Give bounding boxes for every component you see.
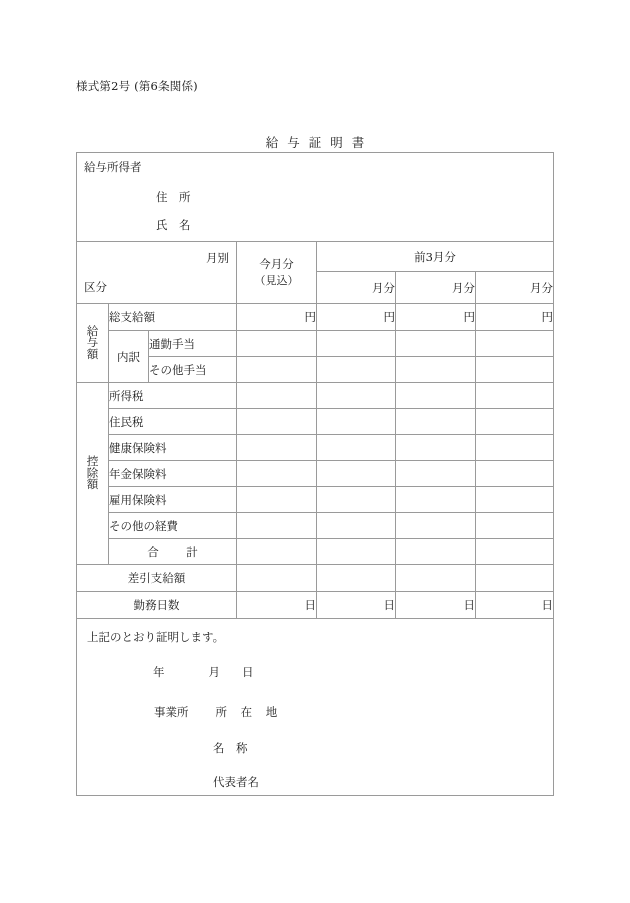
deduction-group-label-char-3: 額 [86,477,99,492]
cell-resident-tax-current[interactable] [237,409,317,435]
cell-commuting-m1[interactable] [317,331,396,357]
cell-pension-insurance-m3[interactable] [476,461,554,487]
cell-work-days-current[interactable]: 日 [237,592,317,619]
cell-health-insurance-current[interactable] [237,435,317,461]
cell-resident-tax-m2[interactable] [396,409,476,435]
table-row [77,461,554,487]
row-label-deduction-total [109,539,237,565]
current-month-note: （見込） [254,273,299,287]
cell-commuting-m2[interactable] [396,331,476,357]
representative-label: 代表者名 [213,775,259,789]
cell-employment-insurance-m1[interactable] [317,487,396,513]
cell-other-expenses-m1[interactable] [317,513,396,539]
current-month-header [237,242,317,304]
office-address-line [154,704,282,720]
table-row [77,513,554,539]
cell-net-pay-m1[interactable] [317,565,396,592]
page-title-text: 給与証明書 [265,135,374,150]
payee-heading: 給与所得者 [84,160,142,174]
salary-group-label [77,304,109,383]
row-label-resident-tax: 住民税 [109,409,237,435]
cell-employment-insurance-m3[interactable] [476,487,554,513]
payee-name-label: 氏 名 [156,218,191,232]
table-row [77,331,554,357]
cell-deduction-total-current[interactable] [237,539,317,565]
cell-income-tax-current[interactable] [237,383,317,409]
cell-other-allowance-m2[interactable] [396,357,476,383]
current-month-label: 今月分 [259,257,294,272]
row-label-employment-insurance: 雇用保険料 [109,487,237,513]
cell-work-days-m3[interactable]: 日 [476,592,554,619]
payee-block [77,153,554,242]
table-row [77,487,554,513]
getsubetsu-label: 月別 [206,251,229,265]
column-header-row [77,242,554,272]
cell-deduction-total-m3[interactable] [476,539,554,565]
cell-health-insurance-m3[interactable] [476,435,554,461]
cell-pension-insurance-m1[interactable] [317,461,396,487]
row-label-net-pay: 差引支給額 [77,565,237,592]
certification-date-line [131,664,254,680]
row-label-health-insurance: 健康保険料 [109,435,237,461]
office-address-label: 所 在 地 [215,705,283,719]
cell-gross-pay-m1[interactable]: 円 [317,304,396,331]
kubun-header-cell [77,242,237,304]
certification-row [77,619,554,796]
cell-income-tax-m1[interactable] [317,383,396,409]
date-year-label: 年 [153,665,187,679]
table-row [77,357,554,383]
breakdown-label: 内訳 [109,331,149,383]
date-day-label: 日 [242,665,254,679]
cell-employment-insurance-current[interactable] [237,487,317,513]
table-row [77,435,554,461]
cell-commuting-current[interactable] [237,331,317,357]
payee-row [77,153,554,242]
cell-work-days-m2[interactable]: 日 [396,592,476,619]
cell-deduction-total-m1[interactable] [317,539,396,565]
payee-name-row [156,217,191,233]
deduction-total-text: 合 計 [147,544,206,559]
cell-net-pay-m3[interactable] [476,565,554,592]
cell-pension-insurance-current[interactable] [237,461,317,487]
office-name-line [213,740,248,756]
cell-health-insurance-m1[interactable] [317,435,396,461]
cell-resident-tax-m1[interactable] [317,409,396,435]
cell-gross-pay-current[interactable]: 円 [237,304,317,331]
row-label-gross-pay: 総支給額 [109,304,237,331]
cell-pension-insurance-m2[interactable] [396,461,476,487]
payee-address-label: 住 所 [156,190,191,204]
table-row [77,409,554,435]
deduction-group-label-char-1: 控 [86,454,99,469]
month-col-3-header: 月分 [476,272,554,304]
cell-other-allowance-m3[interactable] [476,357,554,383]
table-row [77,383,554,409]
row-label-other-allowance: その他手当 [149,357,237,383]
cell-gross-pay-m3[interactable]: 円 [476,304,554,331]
cell-employment-insurance-m2[interactable] [396,487,476,513]
table-row [77,565,554,592]
cell-deduction-total-m2[interactable] [396,539,476,565]
date-month-label: 月 [208,665,242,679]
cell-other-expenses-m2[interactable] [396,513,476,539]
cell-gross-pay-m2[interactable]: 円 [396,304,476,331]
representative-line [213,774,259,790]
month-col-2-header: 月分 [396,272,476,304]
cell-work-days-m1[interactable]: 日 [317,592,396,619]
table-row [77,539,554,565]
certification-block [77,619,554,796]
cell-commuting-m3[interactable] [476,331,554,357]
office-label: 事業所 [154,705,189,719]
page-title [0,133,630,151]
cell-health-insurance-m2[interactable] [396,435,476,461]
cell-other-allowance-m1[interactable] [317,357,396,383]
row-label-work-days: 勤務日数 [77,592,237,619]
kubun-label: 区分 [84,280,107,294]
deduction-group-label [77,383,109,565]
deduction-group-label-char-2: 除 [86,465,99,480]
salary-group-label-char-2: 与 [86,335,99,350]
cell-other-expenses-current[interactable] [237,513,317,539]
salary-group-label-char-1: 給 [86,323,99,338]
month-col-1-header: 月分 [317,272,396,304]
cell-other-allowance-current[interactable] [237,357,317,383]
table-row [77,304,554,331]
cell-resident-tax-m3[interactable] [476,409,554,435]
cell-net-pay-m2[interactable] [396,565,476,592]
table-row [77,592,554,619]
row-label-commuting-allowance: 通勤手当 [149,331,237,357]
cell-income-tax-m2[interactable] [396,383,476,409]
row-label-other-expenses: その他の経費 [109,513,237,539]
row-label-pension-insurance: 年金保険料 [109,461,237,487]
certification-statement: 上記のとおり証明します。 [87,630,225,644]
salary-group-label-char-3: 額 [86,346,99,361]
salary-certificate-table [76,152,554,796]
payee-address-row [156,189,191,205]
prev3-months-header: 前3月分 [317,242,554,272]
cell-net-pay-current[interactable] [237,565,317,592]
form-number: 様式第2号 (第6条関係) [76,79,198,93]
cell-income-tax-m3[interactable] [476,383,554,409]
office-name-label: 名 称 [213,741,248,755]
cell-other-expenses-m3[interactable] [476,513,554,539]
row-label-income-tax: 所得税 [109,383,237,409]
